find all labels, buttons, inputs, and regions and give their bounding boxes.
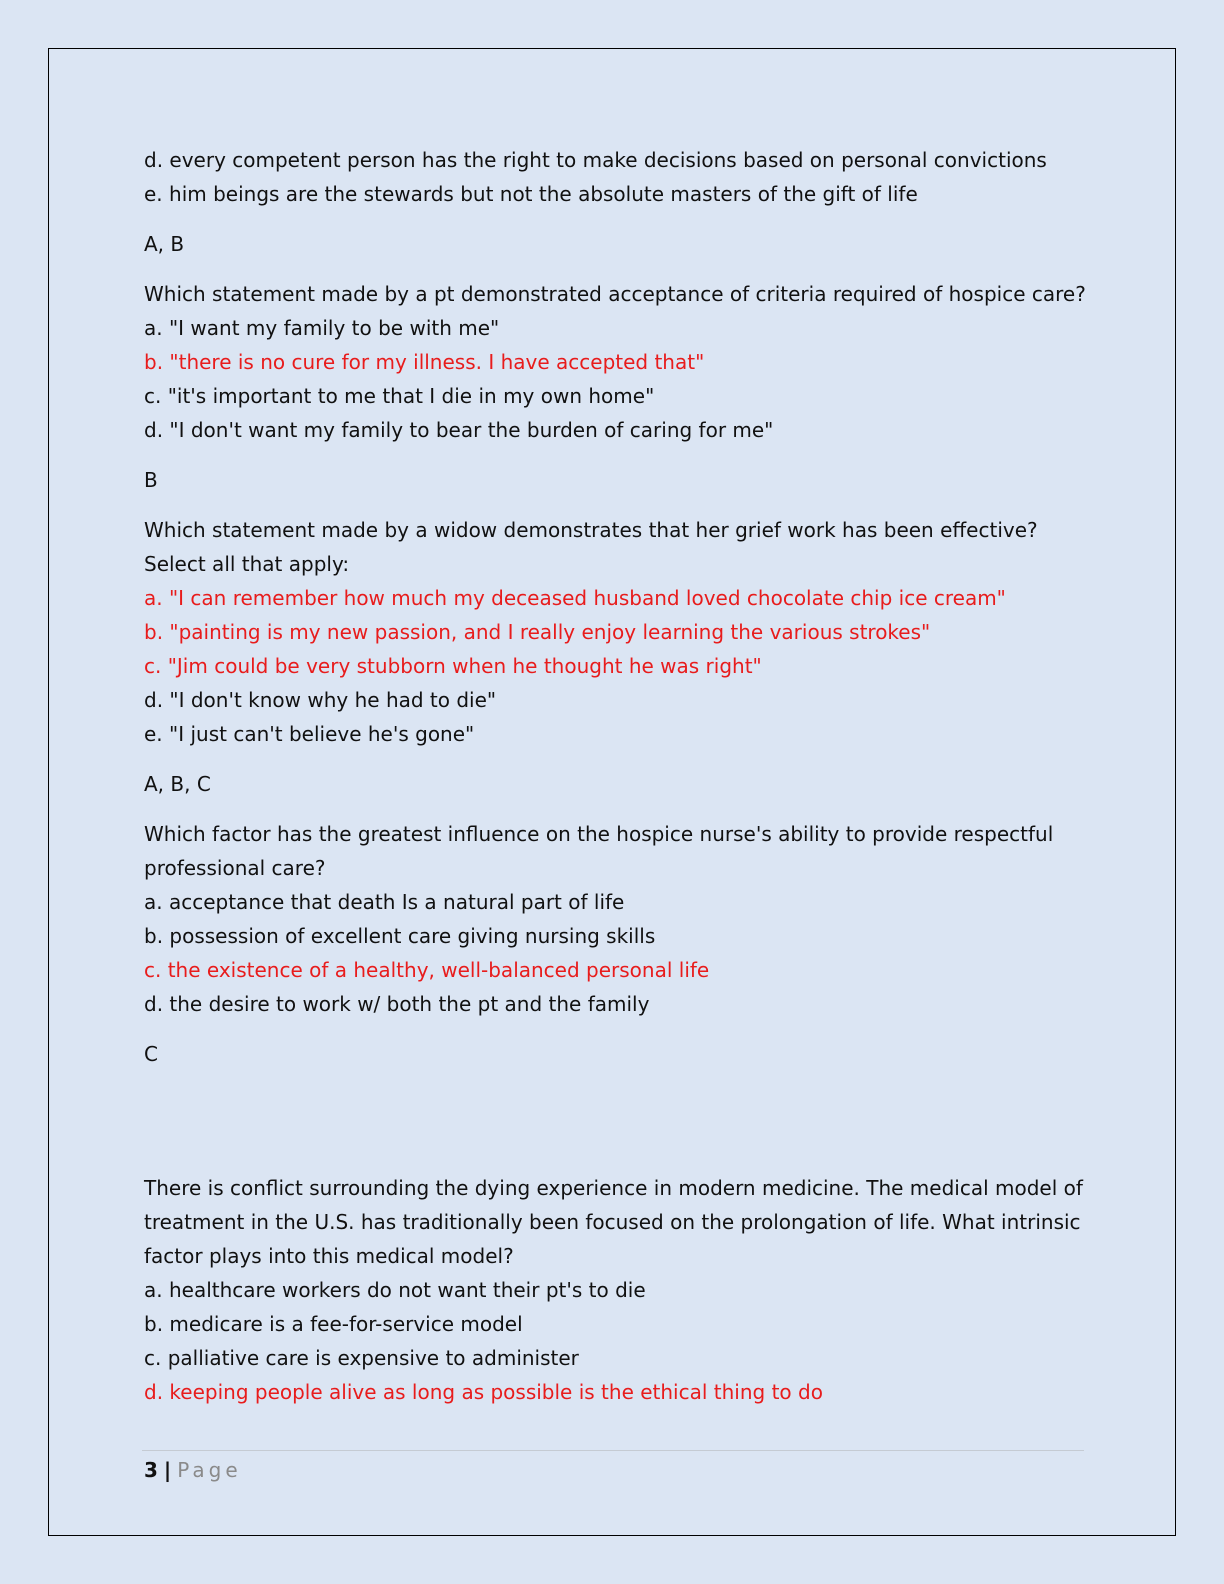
answer: B bbox=[144, 468, 158, 492]
page-footer bbox=[144, 1455, 242, 1485]
option-c: c. "it's important to me that I die in my own home" bbox=[144, 384, 655, 408]
answer: A, B, C bbox=[144, 772, 211, 796]
footer-separator: | bbox=[163, 1458, 172, 1482]
option-b-correct: b. "there is no cure for my illness. I have accepted that" bbox=[144, 350, 705, 374]
option-a-correct: a. "I can remember how much my deceased husband loved chocolate chip ice cream" bbox=[144, 586, 1006, 610]
option-b: b. possession of excellent care giving nursing skills bbox=[144, 924, 656, 948]
question-text: Which statement made by a pt demonstrated acceptance of criteria required of hospice care? bbox=[144, 282, 1086, 306]
question-text: There is conflict surrounding the dying experience in modern medicine. The medical model of treatment in the U.S. has traditionally been focused on the prolongation of life. What intrinsic factor plays into this medical model? bbox=[144, 1176, 1083, 1268]
option-e: e. "I just can't believe he's gone" bbox=[144, 722, 475, 746]
option-d: d. the desire to work w/ both the pt and the family bbox=[144, 992, 650, 1016]
option-d: d. "I don't know why he had to die" bbox=[144, 688, 497, 712]
option-b: b. medicare is a fee-for-service model bbox=[144, 1312, 523, 1336]
page-label: Page bbox=[177, 1458, 242, 1482]
option-d: d. every competent person has the right to make decisions based on personal convictions bbox=[144, 148, 1047, 172]
option-a: a. healthcare workers do not want their pt's to die bbox=[144, 1278, 646, 1302]
footer-divider bbox=[142, 1450, 1084, 1451]
option-d-correct: d. keeping people alive as long as possible is the ethical thing to do bbox=[144, 1380, 823, 1404]
question-text: Which statement made by a widow demonstrates that her grief work has been effective? Select all that apply: bbox=[144, 518, 1038, 576]
option-c-correct: c. "Jim could be very stubborn when he thought he was right" bbox=[144, 654, 762, 678]
option-d: d. "I don't want my family to bear the burden of caring for me" bbox=[144, 418, 774, 442]
option-c-correct: c. the existence of a healthy, well-balanced personal life bbox=[144, 958, 710, 982]
question-text: Which factor has the greatest influence on the hospice nurse's ability to provide respectful professional care? bbox=[144, 822, 1054, 880]
answer: C bbox=[144, 1042, 158, 1066]
option-b-correct: b. "painting is my new passion, and I really enjoy learning the various strokes" bbox=[144, 620, 931, 644]
option-c: c. palliative care is expensive to administer bbox=[144, 1346, 579, 1370]
document-body bbox=[144, 143, 1084, 1409]
option-a: a. acceptance that death Is a natural part of life bbox=[144, 890, 625, 914]
answer: A, B bbox=[144, 232, 185, 256]
option-a: a. "I want my family to be with me" bbox=[144, 316, 500, 340]
option-e: e. him beings are the stewards but not the absolute masters of the gift of life bbox=[144, 182, 918, 206]
page-number: 3 bbox=[144, 1458, 158, 1482]
